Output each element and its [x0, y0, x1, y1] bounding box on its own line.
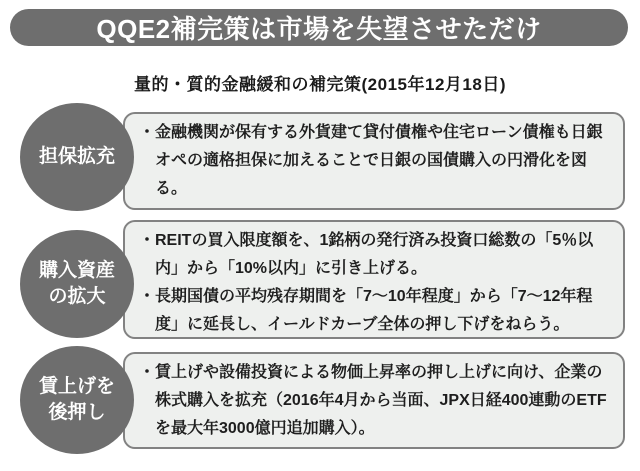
figure-title: QQE2補完策は市場を失望させただけ: [96, 14, 542, 44]
row-label-circle-wage-boost: [20, 346, 134, 454]
row-label-line: の拡大: [48, 286, 106, 307]
bullet-item: ・長期国債の平均残存期間を「7～10年程度」から「7～12年程度」に延長し、イールドカーブ全体の押し下げをねらう。: [139, 288, 593, 333]
title-banner: [10, 9, 628, 46]
row-label-line: 担保拡充: [38, 146, 115, 168]
row-label-circle-asset-purchase: [20, 230, 134, 338]
row-detail-box-wage-boost: [123, 352, 625, 449]
row-label-circle-collateral: [20, 103, 134, 211]
row-detail-box-asset-purchase: [123, 220, 625, 339]
figure-subtitle: 量的・質的金融緩和の補完策(2015年12月18日): [134, 75, 506, 94]
bullet-item: ・金融機関が保有する外貨建て貸付債権や住宅ローン債権も日銀オペの適格担保に加えることで日銀の国債購入の円滑化を図る。: [139, 124, 603, 197]
row-label-line: 後押し: [48, 402, 106, 423]
row-detail-box-collateral: [123, 112, 625, 210]
bullet-item: ・賃上げや設備投資による物価上昇率の押し上げに向け、企業の株式購入を拡充（2016年4月から当面、JPX日経400連動のETFを最大年3000億円追加購入）。: [139, 364, 607, 437]
row-label-line: 購入資産: [38, 260, 115, 282]
bullet-item: ・REITの買入限度額を、1銘柄の発行済み投資口総数の「5％以内」から「10%以内」に引き上げる。: [139, 232, 594, 277]
row-label-line: 賃上げを: [38, 376, 115, 398]
